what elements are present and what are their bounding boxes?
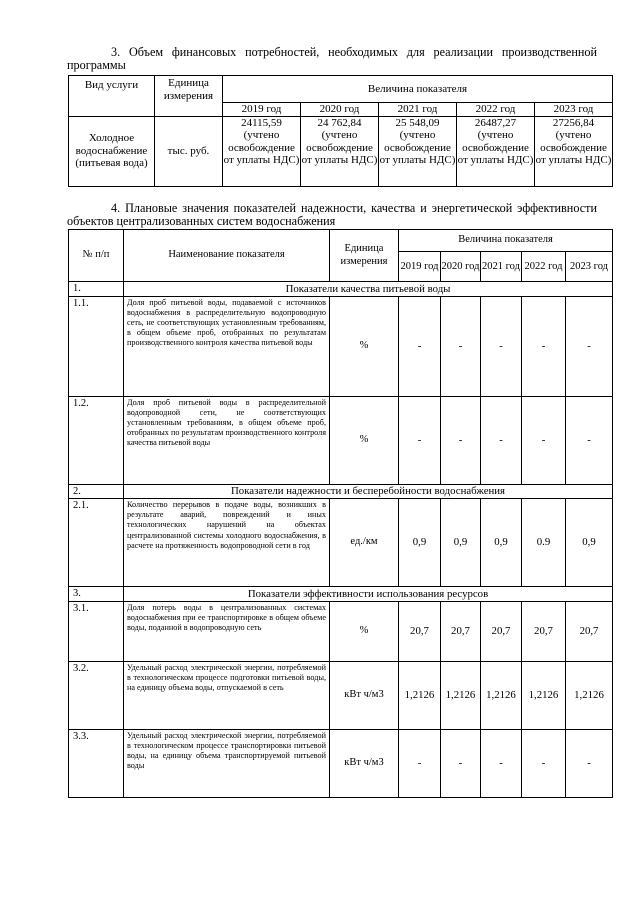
row-value: 20,7 — [399, 601, 441, 661]
financial-needs-table — [68, 75, 613, 187]
row-num: 1.1. — [69, 296, 124, 396]
header-year: 2023 год — [535, 103, 613, 117]
row-value: - — [522, 296, 566, 396]
financial-value: 27256,84 (учтено освобождение от уплаты НДС) — [535, 116, 613, 186]
row-value: 20,7 — [481, 601, 522, 661]
header-year: 2021 год — [379, 103, 457, 117]
row-num: 1.2. — [69, 396, 124, 484]
row-desc: Доля проб питьевой воды в распределительной водопроводной сети, не соответствующих установленным требованиям, в общем объеме проб, отобранных по результатам производственного контроля качества питьевой воды — [124, 396, 330, 484]
row-value: - — [399, 396, 441, 484]
row-desc: Количество перерывов в подаче воды, возникших в результате аварий, повреждений и иных технологических нарушений на объектах централизованной системы холодного водоснабжения, в расчете на протяженность водопроводной сети в год — [124, 499, 330, 587]
header-service: Вид услуги — [69, 76, 155, 117]
row-desc: Доля потерь воды в централизованных системах водоснабжения при ее транспортировке в общем объеме воды, поданной в водопроводную сеть — [124, 601, 330, 661]
row-value: 20,7 — [522, 601, 566, 661]
row-value: - — [481, 296, 522, 396]
row-value: 1,2126 — [566, 661, 613, 729]
group-title: Показатели надежности и бесперебойности водоснабжения — [124, 484, 613, 499]
row-value: - — [441, 729, 481, 797]
row-value: 1,2126 — [441, 661, 481, 729]
group-num: 1. — [69, 282, 124, 297]
row-unit: % — [330, 296, 399, 396]
service-name: Холодное водоснабжение (питьевая вода) — [69, 116, 155, 186]
header-year: 2020 год — [441, 252, 481, 282]
row-num: 3.3. — [69, 729, 124, 797]
table-row — [69, 296, 613, 396]
row-value: 1,2126 — [481, 661, 522, 729]
header-value: Величина показателя — [223, 76, 613, 103]
row-unit: % — [330, 601, 399, 661]
row-num: 3.1. — [69, 601, 124, 661]
row-desc: Удельный расход электрической энергии, потребляемой в технологическом процессе подготовки питьевой воды, на единицу объема воды, отпускаемой в сеть — [124, 661, 330, 729]
header-year: 2019 год — [399, 252, 441, 282]
service-unit: тыс. руб. — [155, 116, 223, 186]
row-unit: % — [330, 396, 399, 484]
row-value: - — [481, 729, 522, 797]
row-unit: кВт ч/м3 — [330, 661, 399, 729]
row-value: 1,2126 — [399, 661, 441, 729]
table-row — [69, 601, 613, 661]
header-year: 2022 год — [457, 103, 535, 117]
row-value: - — [399, 729, 441, 797]
header-name: Наименование показателя — [124, 230, 330, 282]
row-value: 0,9 — [566, 499, 613, 587]
header-num: № п/п — [69, 230, 124, 282]
row-value: 0.9 — [522, 499, 566, 587]
indicators-table — [68, 229, 613, 798]
row-value: 1,2126 — [522, 661, 566, 729]
row-value: - — [566, 729, 613, 797]
row-value: - — [441, 396, 481, 484]
group-title: Показатели качества питьевой воды — [124, 282, 613, 297]
section3-heading: 3. Объем финансовых потребностей, необходимых для реализации производственной программы — [67, 45, 597, 72]
financial-value: 24115,59 (учтено освобождение от уплаты НДС) — [223, 116, 301, 186]
header-year: 2021 год — [481, 252, 522, 282]
header-year: 2022 год — [522, 252, 566, 282]
row-value: 0,9 — [441, 499, 481, 587]
row-value: - — [522, 396, 566, 484]
row-value: 20,7 — [441, 601, 481, 661]
group-num: 3. — [69, 587, 124, 602]
group-num: 2. — [69, 484, 124, 499]
row-value: - — [399, 296, 441, 396]
row-desc: Доля проб питьевой воды, подаваемой с источников водоснабжения в распределительную водопроводную сеть, не соответствующих установленным требованиям, в общем объеме проб, отобранных по результатам производственного контроля качества питьевой воды — [124, 296, 330, 396]
row-value: - — [441, 296, 481, 396]
section4-heading: 4. Плановые значения показателей надежности, качества и энергетической эффективности объектов централизованных систем водоснабжения — [67, 201, 597, 228]
header-year: 2020 год — [301, 103, 379, 117]
table-row — [69, 499, 613, 587]
row-value: - — [481, 396, 522, 484]
row-value: 0,9 — [399, 499, 441, 587]
row-unit: кВт ч/м3 — [330, 729, 399, 797]
group-title: Показатели эффективности использования ресурсов — [124, 587, 613, 602]
row-value: 0,9 — [481, 499, 522, 587]
row-value: - — [522, 729, 566, 797]
financial-value: 25 548,09 (учтено освобождение от уплаты НДС) — [379, 116, 457, 186]
header-year: 2019 год — [223, 103, 301, 117]
row-num: 2.1. — [69, 499, 124, 587]
header-unit: Единица измерения — [155, 76, 223, 117]
financial-value: 24 762,84 (учтено освобождение от уплаты НДС) — [301, 116, 379, 186]
row-desc: Удельный расход электрической энергии, потребляемой в технологическом процессе транспортировки питьевой воды, на единицу объема транспортируемой питьевой воды — [124, 729, 330, 797]
row-value: 20,7 — [566, 601, 613, 661]
row-value: - — [566, 296, 613, 396]
row-value: - — [566, 396, 613, 484]
table-row — [69, 729, 613, 797]
header-value: Величина показателя — [399, 230, 613, 252]
row-unit: ед./км — [330, 499, 399, 587]
table-row — [69, 661, 613, 729]
table-row — [69, 396, 613, 484]
header-year: 2023 год — [566, 252, 613, 282]
row-num: 3.2. — [69, 661, 124, 729]
financial-value: 26487,27 (учтено освобождение от уплаты НДС) — [457, 116, 535, 186]
header-unit: Единица измерения — [330, 230, 399, 282]
